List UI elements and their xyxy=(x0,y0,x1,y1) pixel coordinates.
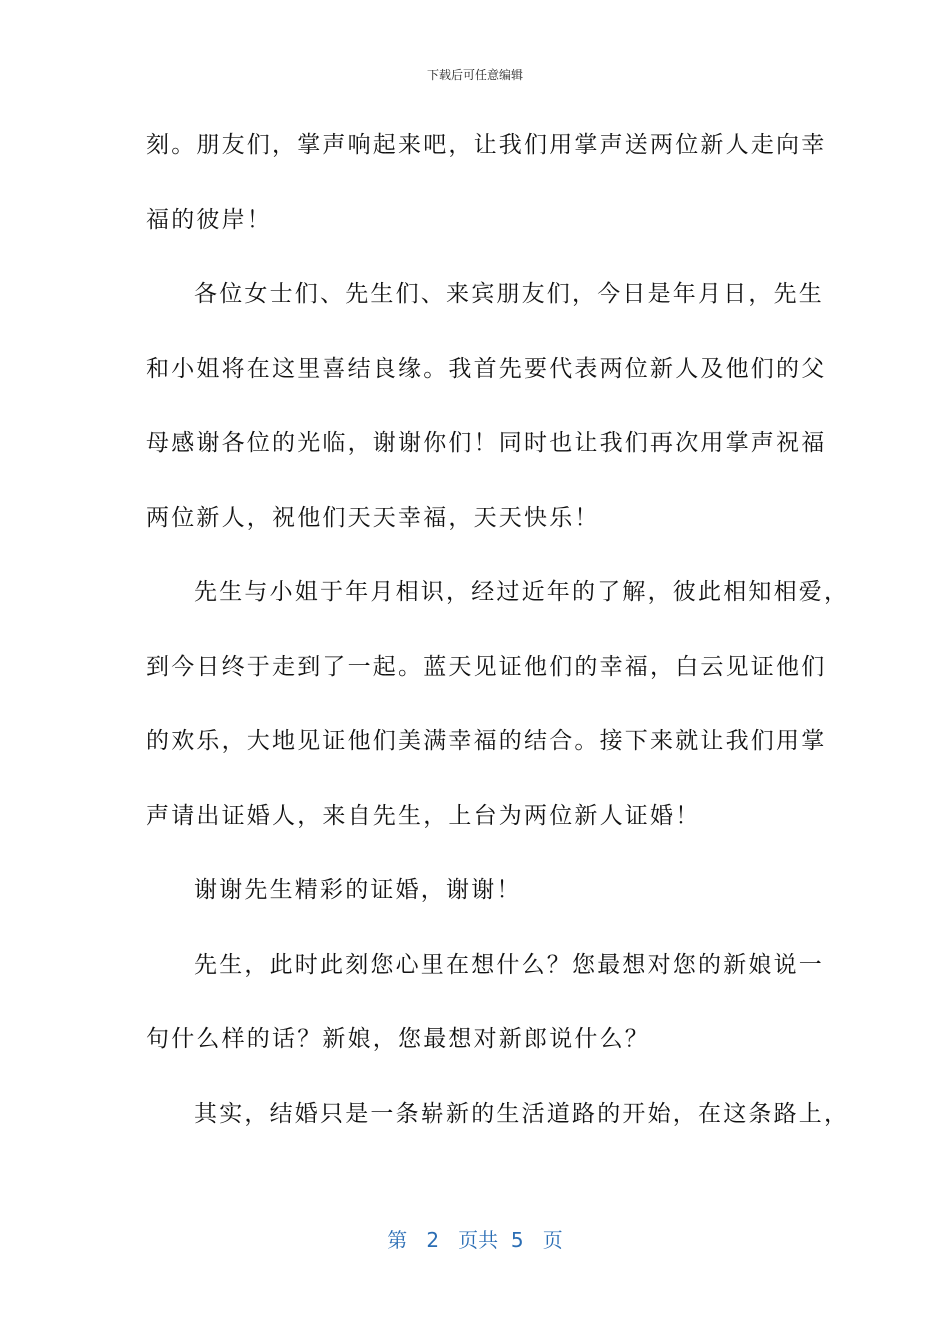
current-page-number: 2 xyxy=(426,1228,440,1252)
body-line: 声请出证婚人，来自先生，上台为两位新人证婚！ xyxy=(146,802,701,829)
body-line: 母感谢各位的光临，谢谢你们！同时也让我们再次用掌声祝福 xyxy=(146,430,827,456)
body-line: 到今日终于走到了一起。蓝天见证他们的幸福，白云见证他们 xyxy=(146,653,827,680)
footer-middle: 页共 xyxy=(458,1228,499,1252)
page-header-note: 下载后可任意编辑 xyxy=(426,68,523,82)
body-line: 先生，此时此刻您心里在想什么？您最想对您的新娘说一 xyxy=(194,951,824,978)
body-line: 刻。朋友们，掌声响起来吧，让我们用掌声送两位新人走向幸 xyxy=(146,132,827,158)
body-line: 其实，结婚只是一条崭新的生活道路的开始，在这条路上， xyxy=(194,1100,850,1127)
body-line: 先生与小姐于年月相识，经过近年的了解，彼此相知相爱， xyxy=(194,579,850,605)
body-line: 的欢乐，大地见证他们美满幸福的结合。接下来就让我们用掌 xyxy=(146,728,827,754)
footer-prefix: 第 xyxy=(387,1228,408,1252)
body-line: 各位女士们、先生们、来宾朋友们，今日是年月日，先生 xyxy=(194,281,824,307)
document-body xyxy=(146,108,850,1151)
footer-suffix: 页 xyxy=(542,1228,563,1252)
body-line: 谢谢先生精彩的证婚，谢谢！ xyxy=(194,877,522,903)
page-footer xyxy=(0,1224,950,1253)
body-line: 福的彼岸！ xyxy=(146,206,272,233)
body-line: 和小姐将在这里喜结良缘。我首先要代表两位新人及他们的父 xyxy=(146,355,827,382)
total-pages-number: 5 xyxy=(510,1228,524,1252)
body-line: 句什么样的话？新娘，您最想对新郎说什么？ xyxy=(146,1026,650,1052)
body-line: 两位新人，祝他们天天幸福，天天快乐！ xyxy=(146,504,600,531)
